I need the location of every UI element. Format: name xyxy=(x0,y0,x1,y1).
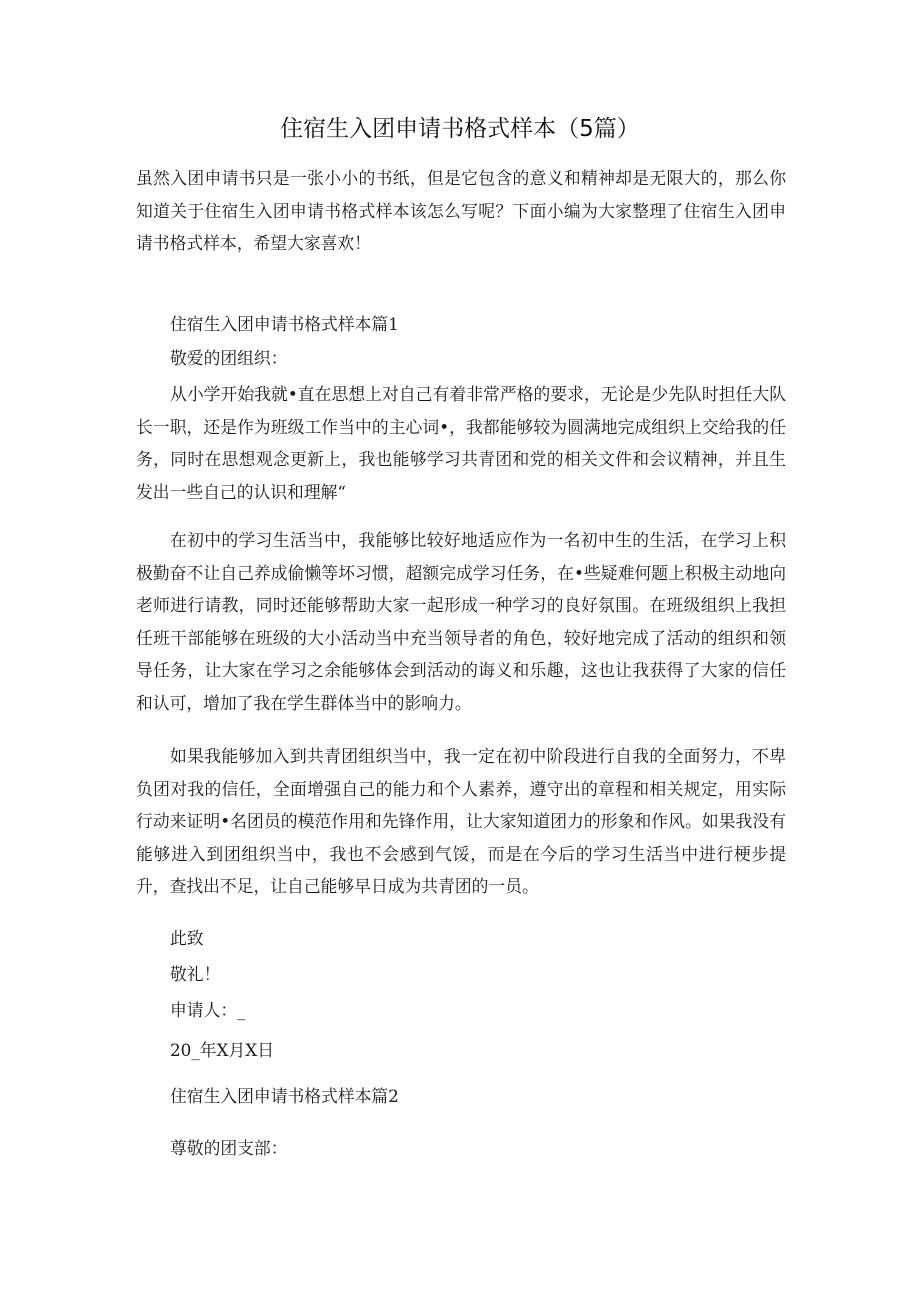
closing-cizhi: 此致 xyxy=(170,928,204,948)
document-title: 住宿生入团申请书格式样本（5篇） xyxy=(280,116,640,142)
section2-salutation: 尊敬的团支部： xyxy=(170,1138,288,1158)
section1-paragraph-2: 在初中的学习生活当中，我能够比较好地适应作为一名初中生的生活，在学习上积极勤奋不让自己养成偷懒等坏习惯，超额完成学习任务，在•些疑难何题上积极主动地向老师进行请教，同时还能够帮助大家一起形成一种学习的良好氛围。在班级组织上我担任班干部能够在班级的大小活动当中充当领导者的角色，较好地完成了活动的组织和领导任务，让大家在学习之余能够体会到活动的诲义和乐趣，这也让我获得了大家的信任和认可，增加了我在学生群体当中的影响力。 xyxy=(136,530,786,713)
section2-heading: 住宿生入团申请书格式样本篇2 xyxy=(170,1086,399,1106)
section1-salutation: 敬爱的团组织： xyxy=(170,348,288,368)
closing-jingli: 敬礼！ xyxy=(170,964,221,984)
applicant-line: 申请人：_ xyxy=(170,1000,246,1020)
intro-paragraph: 虽然入团申请书只是一张小小的书纸，但是它包含的意义和精神却是无限大的，那么你知道关于住宿生入团申请书格式样本该怎么写呢？下面小编为大家整理了住宿生入团申请书格式样本，希望大家喜欢！ xyxy=(136,168,786,254)
date-line: 20_年X月X日 xyxy=(170,1040,274,1060)
section1-paragraph-3: 如果我能够加入到共青团组织当中，我一定在初中阶段进行自我的全面努力，不卑负团对我的信任，全面增强自己的能力和个人素养，遵守出的章程和相关规定，用实际行动来证明•名团员的模范作用和先锋作用，让大家知道团力的形象和作风。如果我没有能够进入到团组织当中，我也不会感到气馁，而是在今后的学习生活当中进行梗步提升，查找出不足，让自己能够早日成为共青团的一员。 xyxy=(136,746,786,897)
section1-heading: 住宿生入团申请书格式样本篇1 xyxy=(170,314,399,334)
section1-paragraph-1: 从小学开始我就•直在思想上对自己有着非常严格的要求，无论是少先队时担任大队长一职，还是作为班级工作当中的主心词•，我都能够较为圆满地完成组织上交给我的任务，同时在思想观念更新上，我也能够学习共青团和党的相关文件和会议精神，并且生发出一些自己的认识和理解“ xyxy=(136,384,786,502)
